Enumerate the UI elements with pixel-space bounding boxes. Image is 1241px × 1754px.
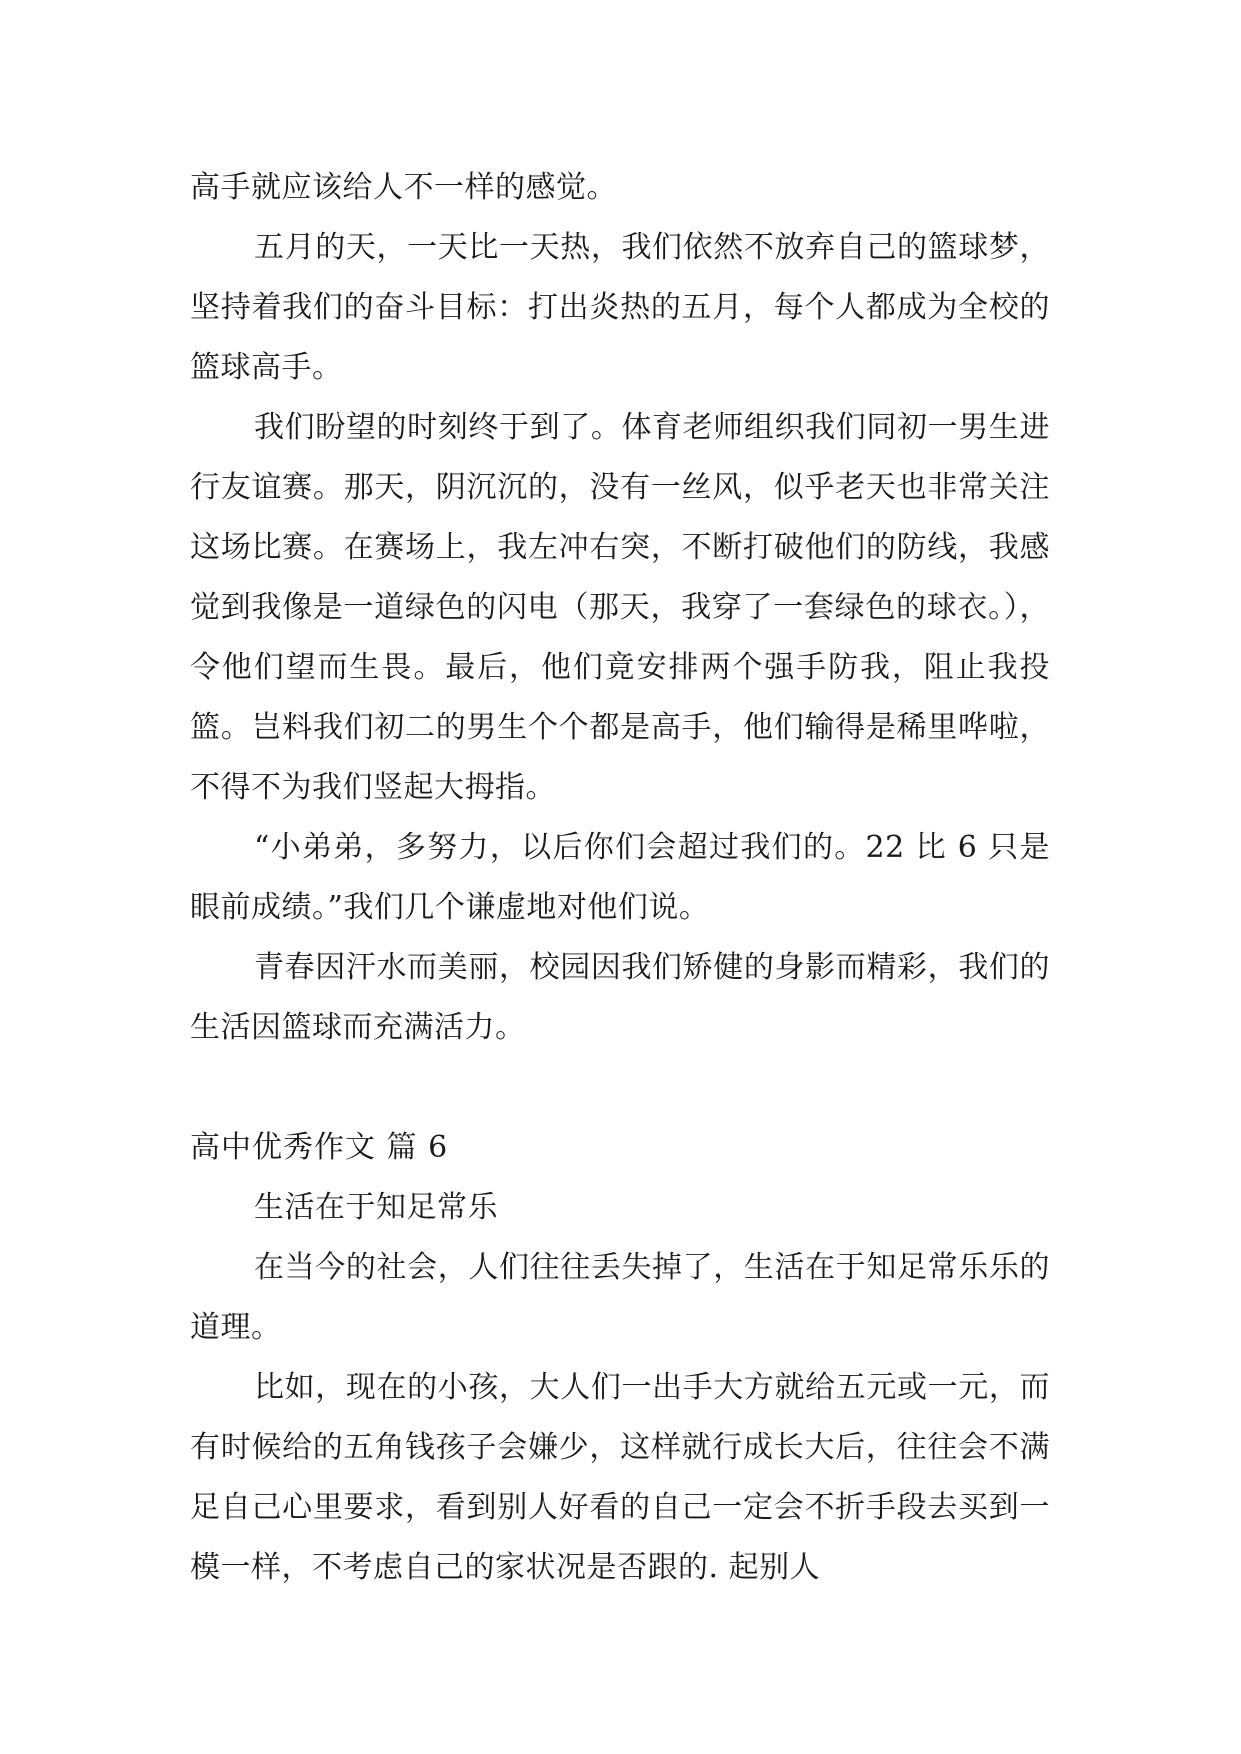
paragraph: 比如，现在的小孩，大人们一出手大方就给五元或一元，而有时候给的五角钱孩子会嫌少，这样就行成长大后，往往会不满足自己心里要求，看到别人好看的自己一定会不折手段去买到一模一样，不考虑自己的家状况是否跟的. 起别人	[190, 1370, 1050, 1585]
paragraph: 在当今的社会，人们往往丢失掉了，生活在于知足常乐乐的道理。	[190, 1250, 1050, 1345]
paragraph: 我们盼望的时刻终于到了。体育老师组织我们同初一男生进行友谊赛。那天，阴沉沉的，没有一丝风，似乎老天也非常关注这场比赛。在赛场上，我左冲右突，不断打破他们的防线，我感觉到我像是一道绿色的闪电（那天，我穿了一套绿色的球衣。），令他们望而生畏。最后，他们竟安排两个强手防我，阻止我投篮。岂料我们初二的男生个个都是高手，他们输得是稀里哗啦，不得不为我们竖起大拇指。	[190, 410, 1050, 805]
essay-title: 生活在于知足常乐	[254, 1190, 498, 1225]
paragraph: 青春因汗水而美丽，校园因我们矫健的身影而精彩，我们的生活因篮球而充满活力。	[190, 950, 1050, 1045]
paragraph: 高手就应该给人不一样的感觉。	[190, 170, 617, 205]
section-spacer	[190, 1058, 1050, 1118]
paragraph: 五月的天，一天比一天热，我们依然不放弃自己的篮球梦，坚持着我们的奋斗目标：打出炎热的五月，每个人都成为全校的篮球高手。	[190, 230, 1050, 385]
paragraph-quote: “小弟弟，多努力，以后你们会超过我们的。22 比 6 只是眼前成绩。”我们几个谦虚地对他们说。	[190, 830, 1050, 925]
section-heading: 高中优秀作文 篇 6	[190, 1130, 449, 1165]
document-body	[190, 158, 1050, 1598]
